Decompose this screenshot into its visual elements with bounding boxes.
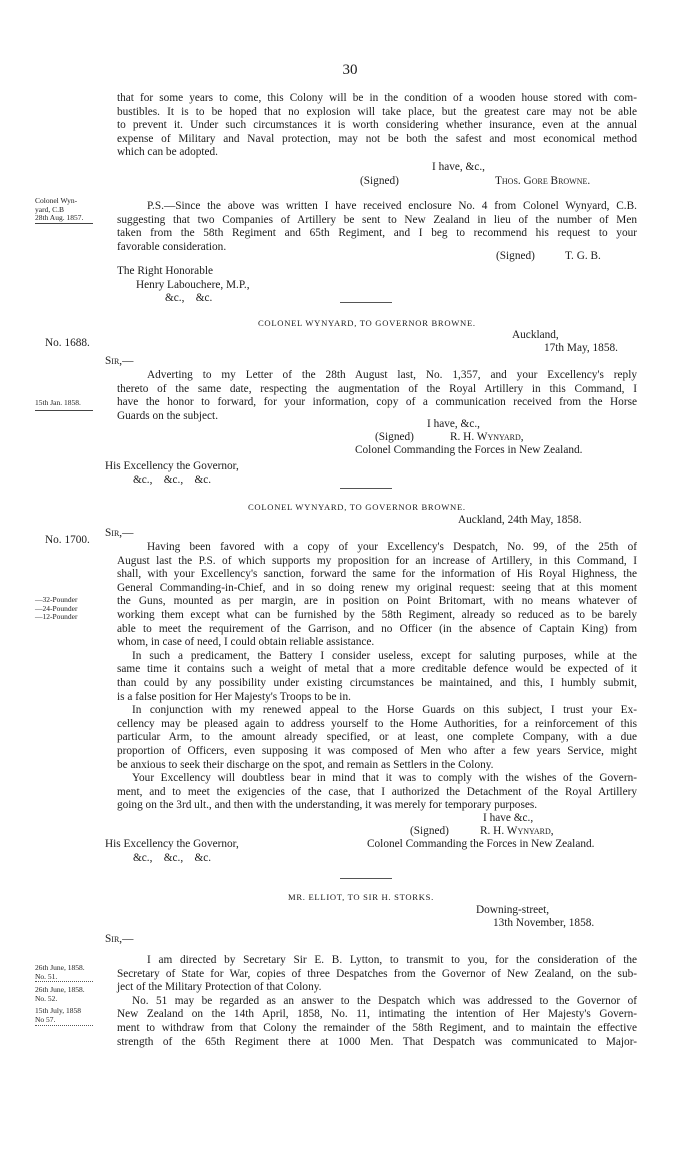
margin-line: 28th Aug. 1857. (35, 214, 93, 224)
closing: I have, &c., (432, 161, 486, 173)
postscript (117, 200, 637, 254)
margin-line: yard, C.B (35, 204, 64, 214)
text-line: strength of the 65th Regiment there at 1000 Men. That Despatch was communicated to Major- (117, 1035, 637, 1048)
text-line: &c., &c. (165, 292, 213, 305)
margin-line: 26th June, 1858. (35, 963, 85, 972)
margin-note (35, 197, 97, 224)
text-line: No. 51 may be regarded as an answer to the Despatch which was addressed to the Governor of (132, 994, 637, 1007)
signed-label: (Signed) (360, 175, 399, 187)
margin-line: 15th July, 1858 (35, 1006, 81, 1016)
divider (340, 488, 392, 489)
text-line: Having been favored with a copy of your Excellency's Despatch, No. 99, of the 25th of (147, 541, 637, 553)
text-line: I am directed by Secretary Sir E. B. Lytton, to transmit to you, for the consideration of the (147, 954, 637, 966)
text-line: P.S.—Since the above was written I have received enclosure No. 4 from Colonel Wynyard, C.B. (147, 200, 637, 212)
text-line: In such a predicament, the Battery I consider useless, except for saluting purposes, while at the (132, 649, 637, 662)
text-line: August last the P.S. of which supports my proposition for an increase of Artillery, in this Command, I (117, 554, 637, 567)
text-line: Secretary of State for War, copies of three Despatches from the Governor of New Zealand, on the sub- (117, 967, 637, 980)
text-line: Your Excellency will doubtless bear in mind that it was to comply with the wishes of the Govern- (132, 772, 637, 785)
closing: I have &c., (483, 812, 534, 824)
text-line: working them except what can be furnished by the 58th Regiment, already so reduced as to be barely (117, 608, 637, 621)
text-line: be anxious to seek their discharge on the spot, and remain as Settlers in the Colony. (117, 758, 494, 771)
letter-body (117, 369, 637, 423)
signed-label: (Signed) (375, 431, 414, 443)
text-line: able to meet the requirement of the Garrison, and no Officer (in the absence of Captain King) from (117, 622, 637, 635)
addressee-line: &c., &c., &c. (133, 852, 212, 864)
text-line: ment, and to meet the exigencies of the case, that I authorized the Detachment of the Royal Artillery (117, 785, 637, 798)
letter-continuation (117, 92, 637, 160)
text-line: going on the 3rd ult., and then with the understanding, it was merely for temporary purposes. (117, 799, 538, 812)
letter-number: No. 1700. (45, 534, 90, 546)
letter-place: Downing-street, (476, 904, 550, 916)
text-line: to prevent it. Under such circumstances it is worth considering whether insurance, even at the annual (117, 119, 637, 132)
text-line: suggesting that two Companies of Artillery be sent to New Zealand in lieu of the number of Men (117, 213, 637, 226)
text-line: Guards on the subject. (117, 409, 219, 422)
page-number: 30 (342, 62, 358, 78)
text-line: is a false position for Her Majesty's Troops to be in. (117, 690, 351, 703)
text-line: which can be adopted. (117, 146, 219, 159)
closing: I have, &c., (427, 418, 481, 430)
text-line: whom, in case of need, I could obtain reliable assistance. (117, 636, 375, 649)
margin-note (35, 399, 97, 411)
text-line: favorable consideration. (117, 240, 227, 253)
text-line: the Guns, mounted as per margin, are in position on Point Britomart, with no means whatever of (117, 595, 637, 608)
text-line: His Excellency the Governor, (105, 460, 239, 472)
text-line: expense of Military and Naval protection, may not be both the safest and most economical method (117, 132, 637, 145)
margin-line: 26th June, 1858. (35, 985, 85, 995)
letter-date: 17th May, 1858. (544, 342, 618, 354)
text-line: taken from the 58th Regiment and 65th Regiment, and I beg to recommend his request to your (117, 227, 637, 240)
text-line: cellency may be pleased again to address yourself to the Home Authorities, for a reinforcement of this (117, 717, 637, 730)
text-line: particular Arm, to the amount already specified, or at least, one complete Company, with a due (117, 731, 637, 744)
text-line: &c., &c., &c. (133, 473, 212, 486)
margin-line: No 57. (35, 1016, 93, 1026)
text-line: have the honor to forward, for your information, copy of a communication received from the Horse (117, 396, 637, 409)
text-line: ment to withdraw from that Colony the remainder of the 58th Regiment, and to maintain the effective (117, 1021, 637, 1034)
margin-note (35, 964, 97, 1026)
letter-place: Auckland, (512, 329, 559, 341)
addressee (117, 265, 637, 306)
signature: R. H. Wynyard, (450, 431, 524, 443)
margin-line: —32-Pounder (35, 595, 78, 604)
text-line: New Zealand on the 14th April, 1858, No. 11, intimating the intention of Her Majesty's Govern- (117, 1008, 637, 1021)
letter-place-date: Auckland, 24th May, 1858. (458, 514, 582, 526)
letter-number: No. 1688. (45, 337, 90, 349)
addressee-line: His Excellency the Governor, (105, 838, 239, 850)
letter-body (117, 541, 637, 813)
text-line: than could by any possibility under existing circumstances be maintained, and this, I humbly submit, (117, 676, 637, 689)
signer-title: Colonel Commanding the Forces in New Zealand. (355, 444, 583, 456)
margin-line: No. 52. (35, 993, 58, 1003)
divider (340, 878, 392, 879)
margin-line: Colonel Wyn- (35, 196, 78, 205)
text-line: that for some years to come, this Colony will be in the condition of a wooden house stored with com- (117, 92, 637, 104)
text-line: The Right Honorable (117, 265, 214, 277)
text-line: Henry Labouchere, M.P., (136, 278, 250, 291)
margin-note (35, 596, 97, 622)
margin-line: No. 51. (35, 973, 93, 983)
signer-title: Colonel Commanding the Forces in New Zealand. (367, 838, 595, 850)
text-line: In conjunction with my renewed appeal to the Horse Guards on this subject, I trust your Ex- (132, 704, 637, 717)
salutation: Sir,— (105, 933, 134, 945)
text-line: thereto of the same date, respecting the augmentation of the Royal Artillery in this Command, I (117, 382, 637, 395)
text-line: ject of the Military Protection of that Colony. (117, 981, 322, 994)
signature: R. H. Wynyard, (480, 825, 554, 837)
signed-label: (Signed) (496, 250, 535, 262)
signed-label: (Signed) (410, 825, 449, 837)
text-line: proportion of Officers, even supposing it was composed of Men who after a few years Service, might (117, 744, 637, 757)
text-line: shall, with your Excellency's sanction, forward the same for the information of His Royal Highness, the (117, 568, 637, 581)
margin-line: 15th Jan. 1858. (35, 399, 93, 411)
letter-date: 13th November, 1858. (493, 917, 595, 929)
divider (340, 302, 392, 303)
text-line: General Commanding-in-Chief, and in so doing renew my original request: seeing that at this moment (117, 581, 637, 594)
text-line: Adverting to my Letter of the 28th August last, No. 1,357, and your Excellency's reply (147, 369, 637, 381)
text-line: bustibles. It is to be hoped that no explosion will take place, but the greatest care may not be able (117, 105, 637, 118)
margin-line: —24-Pounder (35, 603, 78, 613)
letter-heading: MR. ELLIOT, TO SIR H. STORKS. (288, 892, 434, 902)
margin-line: —12-Pounder (35, 612, 78, 622)
signature: Thos. Gore Browne. (495, 175, 591, 187)
salutation: Sir,— (105, 355, 134, 367)
salutation: Sir,— (105, 527, 134, 539)
letter-body (117, 954, 637, 1049)
addressee (105, 460, 625, 487)
text-line: same time it contains such a weight of metal that a more creditable defence would be expected of it (117, 663, 637, 676)
letter-heading: COLONEL WYNYARD, TO GOVERNOR BROWNE. (248, 502, 466, 512)
initials: T. G. B. (565, 250, 601, 262)
letter-heading: COLONEL WYNYARD, TO GOVERNOR BROWNE. (258, 318, 476, 328)
